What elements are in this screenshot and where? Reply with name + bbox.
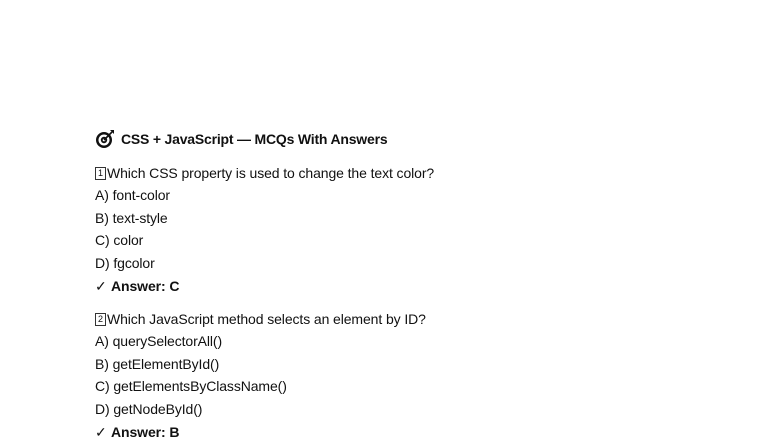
question-text-row <box>95 308 755 330</box>
answer-line <box>95 420 755 441</box>
option-a: A) querySelectorAll() <box>95 333 223 349</box>
question-1 <box>95 162 755 298</box>
question-text: Which CSS property is used to change the text color? <box>107 165 435 181</box>
page-title: CSS + JavaScript — MCQs With Answers <box>121 131 388 147</box>
answer-text: Answer: C <box>111 278 180 294</box>
answer-line <box>95 274 755 298</box>
question-text: Which JavaScript method selects an element by ID? <box>107 311 426 327</box>
question-2 <box>95 308 755 441</box>
document-title-row <box>95 128 755 150</box>
checkmark-icon: ✓ <box>95 277 107 294</box>
target-icon <box>95 129 115 149</box>
answer-text: Answer: B <box>111 424 180 440</box>
option-c: C) getElementsByClassName() <box>95 378 287 394</box>
question-text-row <box>95 162 755 184</box>
question-number-badge: 2 <box>95 313 106 326</box>
option-d: D) fgcolor <box>95 254 155 271</box>
option-c: C) color <box>95 232 144 248</box>
option-a: A) font-color <box>95 187 170 203</box>
option-b: B) getElementById() <box>95 355 220 372</box>
option-d: D) getNodeById() <box>95 400 203 417</box>
option-b: B) text-style <box>95 209 168 226</box>
document-body <box>95 128 755 441</box>
checkmark-icon: ✓ <box>95 423 107 440</box>
question-number-badge: 1 <box>95 167 106 180</box>
